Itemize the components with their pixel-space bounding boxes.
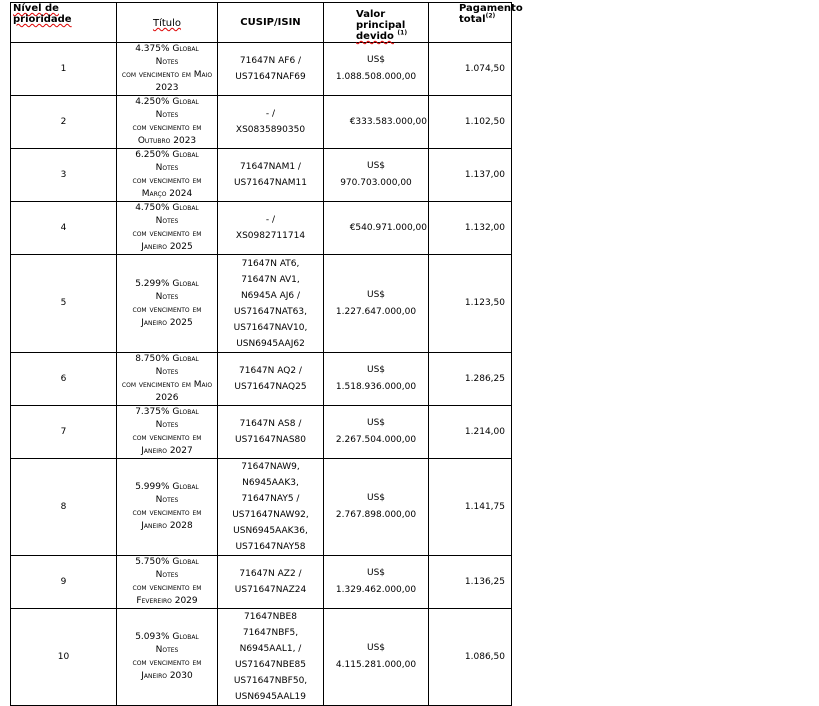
priority-level-cell: 6 [11, 353, 117, 406]
principal-cell: US$ 1.518.936.000,00 [324, 353, 429, 406]
title-cell: 7.375% Global Notes com vencimento em Janeiro 2027 [117, 406, 218, 459]
header-title: Título [117, 3, 218, 43]
principal-cell: US$ 2.267.504.000,00 [324, 406, 429, 459]
cusip-isin-cell: 71647NAW9, N6945AAK3, 71647NAY5 / US71647NAW92, USN6945AAK36, US71647NAY58 [218, 459, 324, 556]
header-cusip: CUSIP/ISIN [218, 3, 324, 43]
table-row [11, 43, 512, 96]
principal-cell: €540.971.000,00 [324, 202, 429, 255]
cusip-isin-cell: 71647N AT6, 71647N AV1, N6945A AJ6 / US71647NAT63, US71647NAV10, USN6945AAJ62 [218, 255, 324, 353]
table-row [11, 556, 512, 609]
title-cell: 5.093% Global Notes com vencimento em Janeiro 2030 [117, 609, 218, 706]
title-cell: 4.250% Global Notes com vencimento em Outubro 2023 [117, 96, 218, 149]
priority-level-cell: 8 [11, 459, 117, 556]
title-cell: 5.750% Global Notes com vencimento em Fevereiro 2029 [117, 556, 218, 609]
table-row [11, 609, 512, 706]
title-cell: 4.750% Global Notes com vencimento em Janeiro 2025 [117, 202, 218, 255]
header-level: Nível de prioridade [11, 3, 117, 43]
cusip-isin-cell: 71647NBE8 71647NBF5, N6945AAL1, / US71647NBE85 US71647NBF50, USN6945AAL19 [218, 609, 324, 706]
principal-cell: US$ 1.227.647.000,00 [324, 255, 429, 353]
title-cell: 5.299% Global Notes com vencimento em Janeiro 2025 [117, 255, 218, 353]
total-payment-cell: 1.074,50 [429, 43, 512, 96]
header-principal: Valor principal devido $^{(1)}$ [324, 3, 429, 43]
cusip-isin-cell: 71647N AS8 / US71647NAS80 [218, 406, 324, 459]
cusip-isin-cell: - / XS0835890350 [218, 96, 324, 149]
cusip-isin-cell: 71647N AQ2 / US71647NAQ25 [218, 353, 324, 406]
table-row [11, 149, 512, 202]
header-payment: Pagamento total$^{(2)}$ [429, 3, 512, 43]
table-row [11, 406, 512, 459]
priority-level-cell: 10 [11, 609, 117, 706]
priority-level-cell: 7 [11, 406, 117, 459]
priority-table [10, 2, 523, 706]
principal-cell: US$ 1.088.508.000,00 [324, 43, 429, 96]
cusip-isin-cell: - / XS0982711714 [218, 202, 324, 255]
cusip-isin-cell: 71647N AF6 / US71647NAF69 [218, 43, 324, 96]
total-payment-cell: 1.102,50 [429, 96, 512, 149]
table-row [11, 459, 512, 556]
table-row [11, 96, 512, 149]
priority-level-cell: 2 [11, 96, 117, 149]
cusip-isin-cell: 71647NAM1 / US71647NAM11 [218, 149, 324, 202]
priority-level-cell: 4 [11, 202, 117, 255]
principal-cell: US$ 2.767.898.000,00 [324, 459, 429, 556]
total-payment-cell: 1.086,50 [429, 609, 512, 706]
table-row [11, 353, 512, 406]
total-payment-cell: 1.123,50 [429, 255, 512, 353]
principal-cell: US$ 1.329.462.000,00 [324, 556, 429, 609]
principal-cell: US$ 4.115.281.000,00 [324, 609, 429, 706]
priority-level-cell: 5 [11, 255, 117, 353]
table-row [11, 202, 512, 255]
total-payment-cell: 1.286,25 [429, 353, 512, 406]
priority-level-cell: 1 [11, 43, 117, 96]
title-cell: 5.999% Global Notes com vencimento em Janeiro 2028 [117, 459, 218, 556]
total-payment-cell: 1.136,25 [429, 556, 512, 609]
total-payment-cell: 1.132,00 [429, 202, 512, 255]
title-cell: 8.750% Global Notes com vencimento em Maio 2026 [117, 353, 218, 406]
principal-cell: €333.583.000,00 [324, 96, 429, 149]
priority-level-cell: 9 [11, 556, 117, 609]
table-row [11, 255, 512, 353]
principal-cell: US$ 970.703.000,00 [324, 149, 429, 202]
title-cell: 4.375% Global Notes com vencimento em Maio 2023 [117, 43, 218, 96]
total-payment-cell: 1.141,75 [429, 459, 512, 556]
total-payment-cell: 1.137,00 [429, 149, 512, 202]
cusip-isin-cell: 71647N AZ2 / US71647NAZ24 [218, 556, 324, 609]
header-row [11, 3, 512, 43]
priority-level-cell: 3 [11, 149, 117, 202]
title-cell: 6.250% Global Notes com vencimento em Março 2024 [117, 149, 218, 202]
total-payment-cell: 1.214,00 [429, 406, 512, 459]
